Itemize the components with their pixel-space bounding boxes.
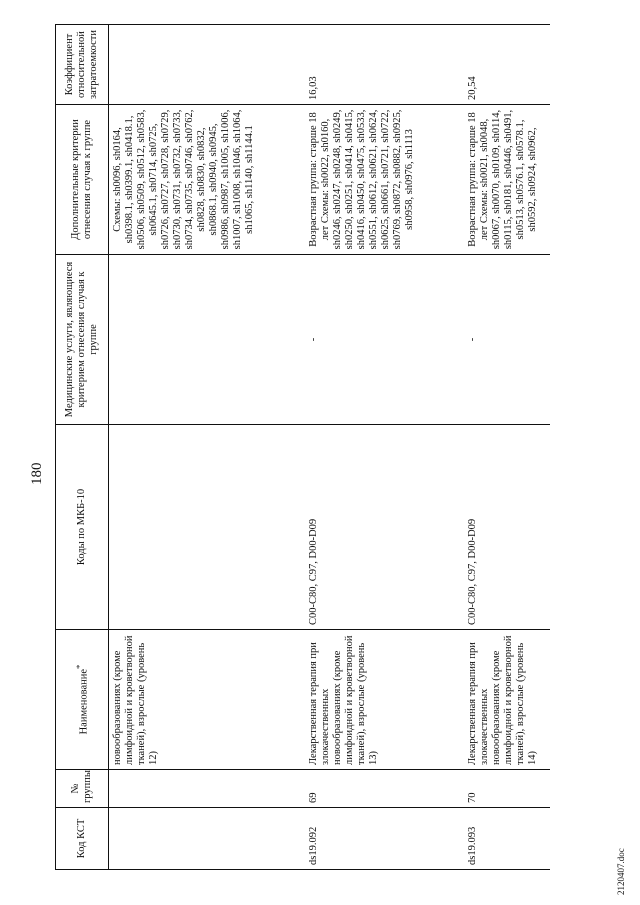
cell-coefficient: 16,03 [305,25,464,105]
header-services: Медицинские услуги, являющиеся критерием отнесения случая к группе [56,255,109,425]
cell-name: Лекарственная терапия при злокачественных новообразованиях (кроме лимфоидной и кроветворной тканей), взрослые (уровень 14) [464,630,550,770]
cell-services: - [305,255,464,425]
table-row [109,25,306,870]
page-number: 180 [29,462,45,485]
cell-name: Лекарственная терапия при злокачественных новообразованиях (кроме лимфоидной и кроветворной тканей), взрослые (уровень 13) [305,630,464,770]
table-header-row [56,25,109,870]
cell-name: новообразованиях (кроме лимфоидной и кроветворной тканей), взрослые (уровень 12) [109,630,306,770]
cell-icd-codes: C00-C80, C97, D00-D09 [464,425,550,630]
header-name-marker: * [74,664,85,669]
cell-coefficient: 20,54 [464,25,550,105]
table-row [464,25,550,870]
cell-extra-criteria: Возрастная группа: старше 18 лет Схемы: sh0022, sh0160, sh0246, sh0247, sh0248, sh0249, sh0250, sh0251, sh0414, sh0415, sh0416, sh0450, sh0475, sh0533, sh0551, sh0612, sh0621, sh0624, sh0625, sh0661, sh0721, sh0722, sh0769, sh0872, sh0882, sh0925, sh0958, sh0976, sh1113 [305,105,464,255]
header-icd-codes: Коды по МКБ-10 [56,425,109,630]
header-extra-criteria: Дополнительные критерии отнесения случая к группе [56,105,109,255]
cell-group-no [109,770,306,808]
cell-extra-criteria: Возрастная группа: старше 18 лет Схемы: sh0021, sh0048, sh0067, sh0070, sh0109, sh0114, sh0115, sh0181, sh0446, sh0491, sh0513, sh0576.1, sh0578.1, sh0592, sh0924, sh0962, [464,105,550,255]
header-kst-code: Код КСТ [56,808,109,870]
header-group-no: № группы [56,770,109,808]
table-row [305,25,464,870]
cell-group-no: 70 [464,770,550,808]
footer-filename: 2120407.doc [616,848,626,895]
cell-kst-code [109,808,306,870]
cell-extra-criteria: Схемы: sh0096, sh0164, sh0398.1, sh0399.1, sh0418.1, sh0506, sh0509, sh0512, sh0583, sh0645.1, sh0714, sh0725, sh0726, sh0727, sh0728, sh0729, sh0730, sh0731, sh0732, sh0733, sh0734, sh0735, sh0746, sh0762, sh0828, sh0830, sh0832, sh0868.1, sh0940, sh0945, sh0986, sh0987, sh1005, sh1006, sh1007, sh1008, sh1046, sh1064, sh1065, sh1140, sh1144.1 [109,105,306,255]
cell-coefficient [109,25,306,105]
header-name [56,630,109,770]
cell-services: - [464,255,550,425]
header-coefficient: Коэффициент относительной затратоемкости [56,25,109,105]
cell-icd-codes [109,425,306,630]
cell-group-no: 69 [305,770,464,808]
cell-services [109,255,306,425]
cell-kst-code: ds19.093 [464,808,550,870]
cell-icd-codes: C00-C80, C97, D00-D09 [305,425,464,630]
kst-table [55,24,550,870]
header-name-text: Наименование [78,668,90,735]
cell-kst-code: ds19.092 [305,808,464,870]
